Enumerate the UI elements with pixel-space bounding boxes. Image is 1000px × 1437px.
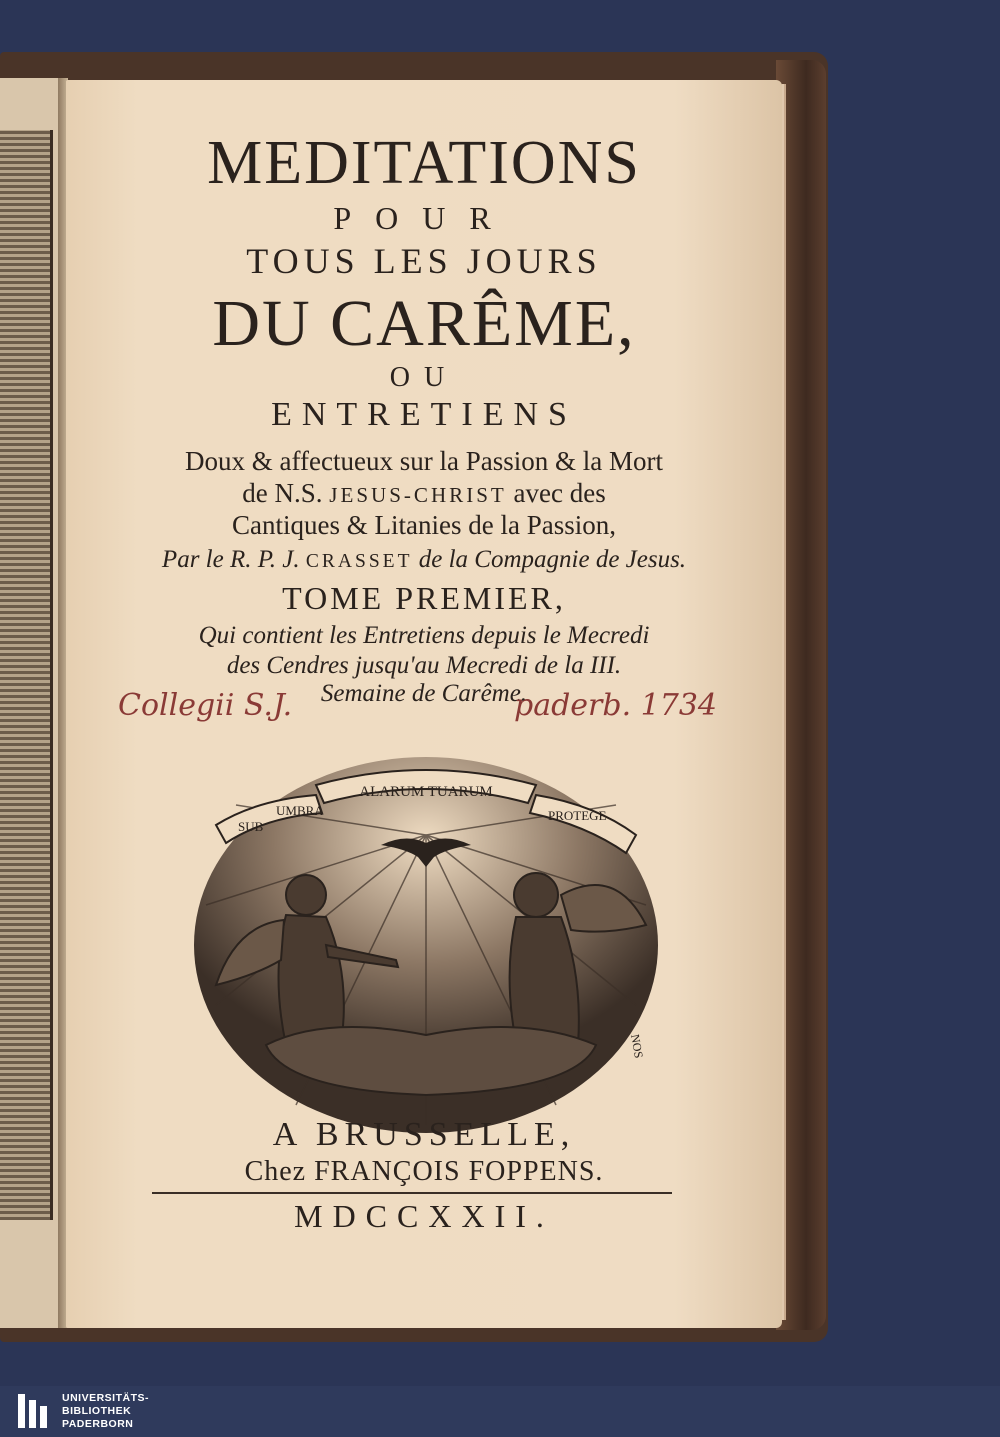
library-name-line-1: UNIVERSITÄTS- <box>62 1392 150 1404</box>
title-entretiens: ENTRETIENS <box>271 396 577 433</box>
manuscript-note-left: Collegii S.J. <box>118 688 293 723</box>
subtitle-de-ns-post: avec des <box>513 478 606 508</box>
contents-line-2: des Cendres jusqu'au Mecredi de la III. <box>226 652 622 679</box>
subtitle-jesus-christ: JESUS-CHRIST <box>329 483 507 507</box>
author-name: CRASSET <box>305 551 413 572</box>
library-name-line-3: PADERBORN <box>62 1418 134 1430</box>
imprint-printer: Chez FRANÇOIS FOPPENS. <box>244 1156 604 1187</box>
manuscript-note-right: paderb. 1734 <box>514 688 718 723</box>
subtitle-doux: Doux & affectueux sur la Passion & la Mort <box>185 446 663 476</box>
banner-text-protege: PROTEGE <box>548 808 607 823</box>
subtitle-de-ns-pre: de N.S. <box>242 478 323 508</box>
banner-text-top: ALARUM TUARUM <box>359 784 493 800</box>
library-name-line-2: BIBLIOTHEK <box>62 1405 132 1417</box>
library-footer <box>0 1386 1000 1437</box>
author-suffix: de la Compagnie de Jesus. <box>418 546 687 573</box>
library-logo-icon <box>18 1394 48 1428</box>
contents-line-3: Semaine de Carême. <box>320 680 528 707</box>
library-name <box>62 1392 149 1431</box>
subtitle-cantiques: Cantiques & Litanies de la Passion, <box>232 510 616 540</box>
imprint-city: A BRUSSELLE, <box>272 1116 576 1153</box>
banner-text-umbra: UMBRA <box>276 803 324 818</box>
title-meditations: MEDITATIONS <box>207 129 641 197</box>
banner-text-sub: SUB <box>238 819 264 834</box>
author-prefix: Par le R. P. J. <box>161 546 300 573</box>
title-du-careme: DU CARÊME, <box>212 287 636 360</box>
title-tous-les-jours: TOUS LES JOURS <box>246 241 602 281</box>
imprint-year: MDCCXXII. <box>294 1198 554 1234</box>
title-ou: OU <box>389 362 459 393</box>
contents-line-1: Qui contient les Entretiens depuis le Mecredi <box>198 622 650 649</box>
author-line <box>66 546 782 574</box>
banner-text-nos: NOS <box>628 1033 647 1060</box>
frontispiece-engraving <box>0 130 53 1220</box>
tome-premier: TOME PREMIER, <box>282 580 566 616</box>
printer-emblem <box>176 745 676 1140</box>
subtitle-de-ns <box>66 478 782 509</box>
title-pour: POUR <box>333 200 515 236</box>
imprint-rule <box>152 1192 672 1194</box>
title-page <box>66 80 782 1328</box>
